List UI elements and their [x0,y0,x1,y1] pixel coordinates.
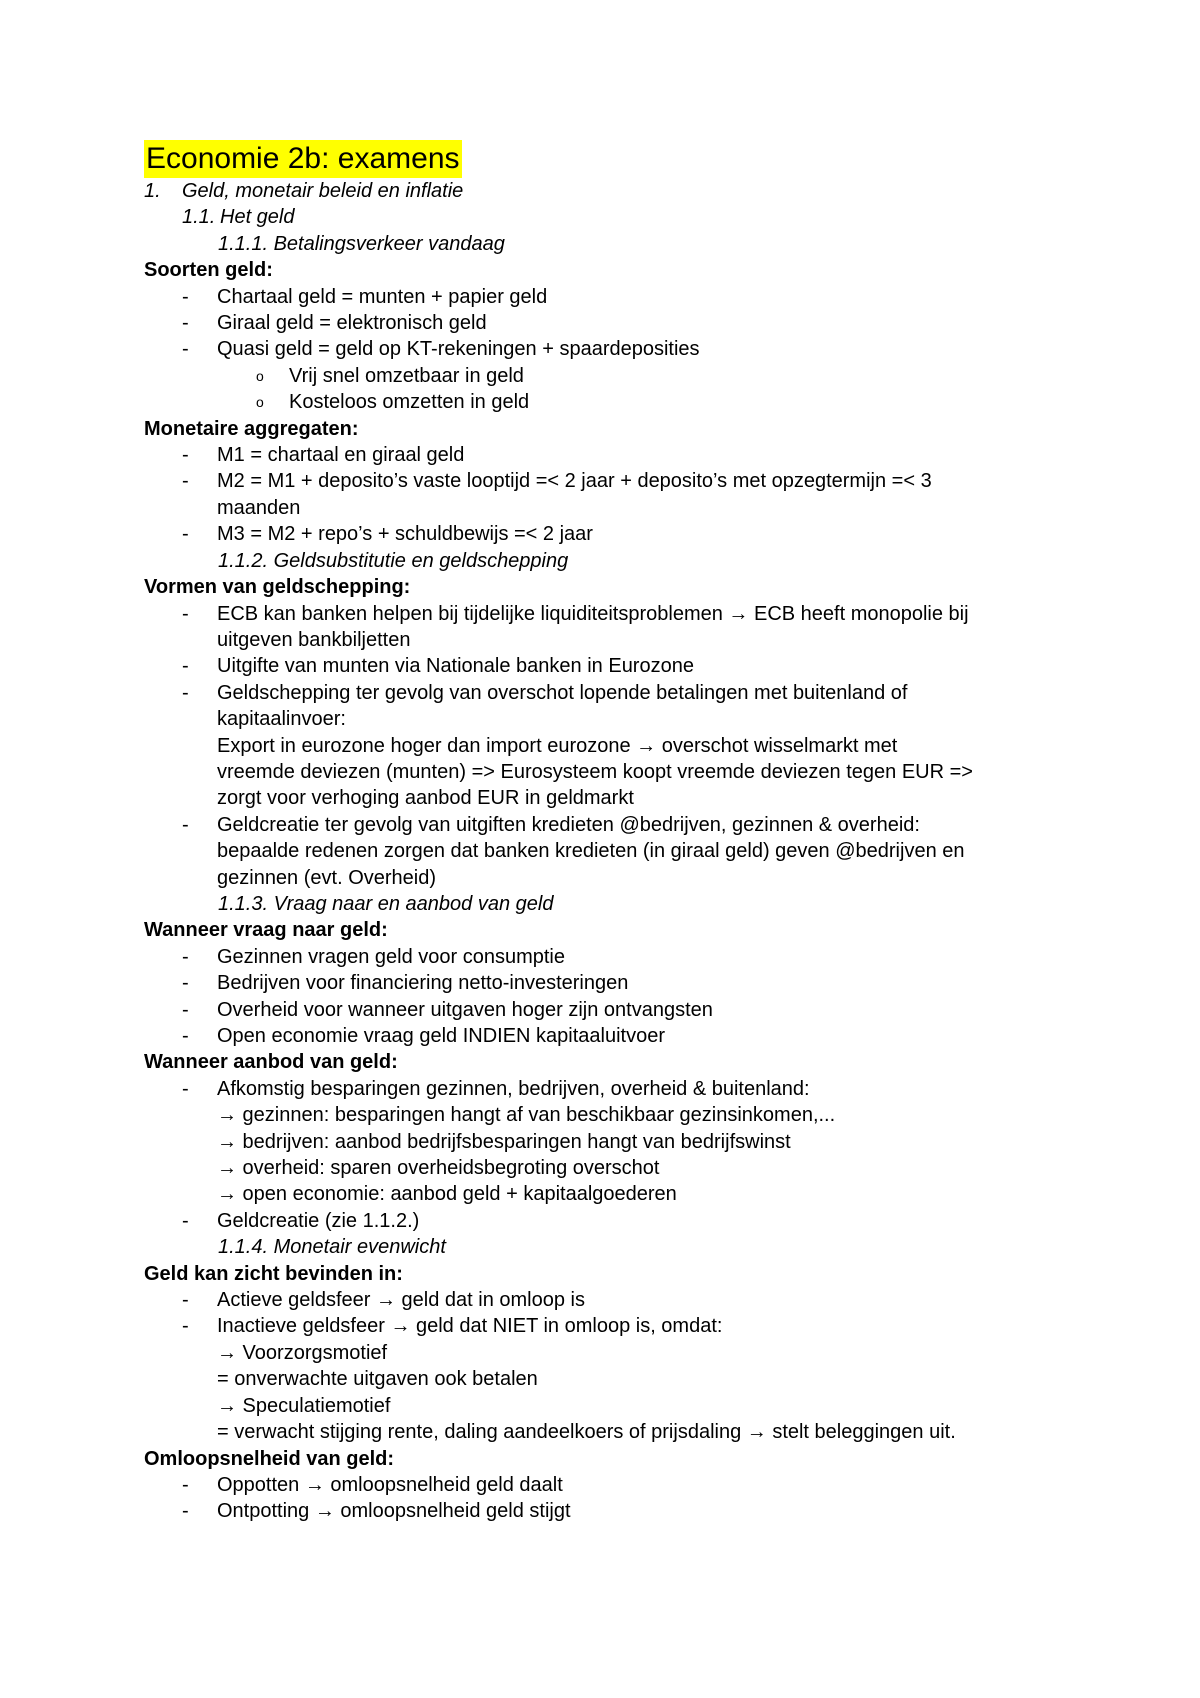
section-heading: Omloopsnelheid van geld: [144,1447,395,1470]
list-item: - Geldcreatie ter gevolg van uitgiften kredieten @bedrijven, gezinnen & overheid: [182,813,920,836]
list-item: - Giraal geld = elektronisch geld [182,312,487,335]
list-item: - Gezinnen vragen geld voor consumptie [182,945,565,968]
list-item: - Quasi geld = geld op KT-rekeningen + spaardeposities [182,338,700,361]
list-item-continuation: zorgt voor verhoging aanbod EUR in geldmarkt [217,787,634,810]
section-heading: Wanneer aanbod van geld: [144,1051,398,1074]
list-item-continuation: → open economie: aanbod geld + kapitaalgoederen [217,1183,677,1206]
heading-1-1-3: 1.1.3. Vraag naar en aanbod van geld [218,892,554,915]
list-item-continuation: vreemde deviezen (munten) => Eurosysteem koopt vreemde deviezen tegen EUR => [217,760,973,783]
list-item: - Oppotten → omloopsnelheid geld daalt [182,1473,563,1496]
list-item-continuation: uitgeven bankbiljetten [217,628,411,651]
section-heading: Soorten geld: [144,259,273,282]
list-item: - M3 = M2 + repo’s + schuldbewijs =< 2 jaar [182,523,593,546]
list-item-continuation: = onverwachte uitgaven ook betalen [217,1368,538,1391]
list-item: - Chartaal geld = munten + papier geld [182,285,548,308]
section-heading: Monetaire aggregaten: [144,417,359,440]
list-item-continuation: Export in eurozone hoger dan import eurozone → overschot wisselmarkt met [217,734,898,757]
heading-1: 1. Geld, monetair beleid en inflatie [144,180,464,202]
list-item-continuation: gezinnen (evt. Overheid) [217,866,437,889]
list-item: - Ontpotting → omloopsnelheid geld stijgt [182,1500,571,1523]
list-item: - Afkomstig besparingen gezinnen, bedrijven, overheid & buitenland: [182,1077,810,1100]
section-heading: Geld kan zicht bevinden in: [144,1262,403,1285]
list-item-continuation: kapitaalinvoer: [217,708,346,731]
heading-1-1: 1.1. Het geld [182,206,295,229]
list-item: - Overheid voor wanneer uitgaven hoger zijn ontvangsten [182,998,713,1021]
list-item: - Geldcreatie (zie 1.1.2.) [182,1209,420,1232]
list-item: - M2 = M1 + deposito’s vaste looptijd =< 2 jaar + deposito’s met opzegtermijn =< 3 [182,470,932,493]
list-item: - M1 = chartaal en giraal geld [182,444,465,467]
list-item-continuation: → bedrijven: aanbod bedrijfsbesparingen hangt van bedrijfswinst [217,1130,791,1153]
list-item: - Uitgifte van munten via Nationale banken in Eurozone [182,655,694,678]
document-title: Economie 2b: examens [144,140,462,178]
list-item-continuation: → overheid: sparen overheidsbegroting overschot [217,1157,660,1180]
list-item: - Inactieve geldsfeer → geld dat NIET in omloop is, omdat: [182,1315,723,1338]
section-heading: Vormen van geldschepping: [144,576,411,599]
list-item-continuation: → Voorzorgsmotief [217,1341,388,1364]
section-heading: Wanneer vraag naar geld: [144,919,388,942]
heading-1-1-1: 1.1.1. Betalingsverkeer vandaag [218,232,505,255]
list-item-continuation: bepaalde redenen zorgen dat banken kredieten (in giraal geld) geven @bedrijven en [217,840,965,863]
list-item-continuation: maanden [217,496,301,519]
heading-1-1-2: 1.1.2. Geldsubstitutie en geldschepping [218,549,569,572]
list-item: - Actieve geldsfeer → geld dat in omloop is [182,1289,585,1312]
list-item: - Bedrijven voor financiering netto-investeringen [182,972,629,995]
document-page [144,140,1064,1525]
list-item-continuation: = verwacht stijging rente, daling aandeelkoers of prijsdaling → stelt beleggingen uit. [217,1421,956,1444]
list-item: - Open economie vraag geld INDIEN kapitaaluitvoer [182,1025,666,1047]
heading-1-1-4: 1.1.4. Monetair evenwicht [218,1236,446,1259]
list-item: - ECB kan banken helpen bij tijdelijke liquiditeitsproblemen → ECB heeft monopolie bij [182,602,969,625]
sub-list-item: o Vrij snel omzetbaar in geld [256,364,524,387]
list-item-continuation: → gezinnen: besparingen hangt af van beschikbaar gezinsinkomen,... [217,1104,836,1127]
sub-list-item: o Kosteloos omzetten in geld [256,391,530,414]
list-item: - Geldschepping ter gevolg van overschot lopende betalingen met buitenland of [182,681,908,704]
list-item-continuation: → Speculatiemotief [217,1394,391,1417]
